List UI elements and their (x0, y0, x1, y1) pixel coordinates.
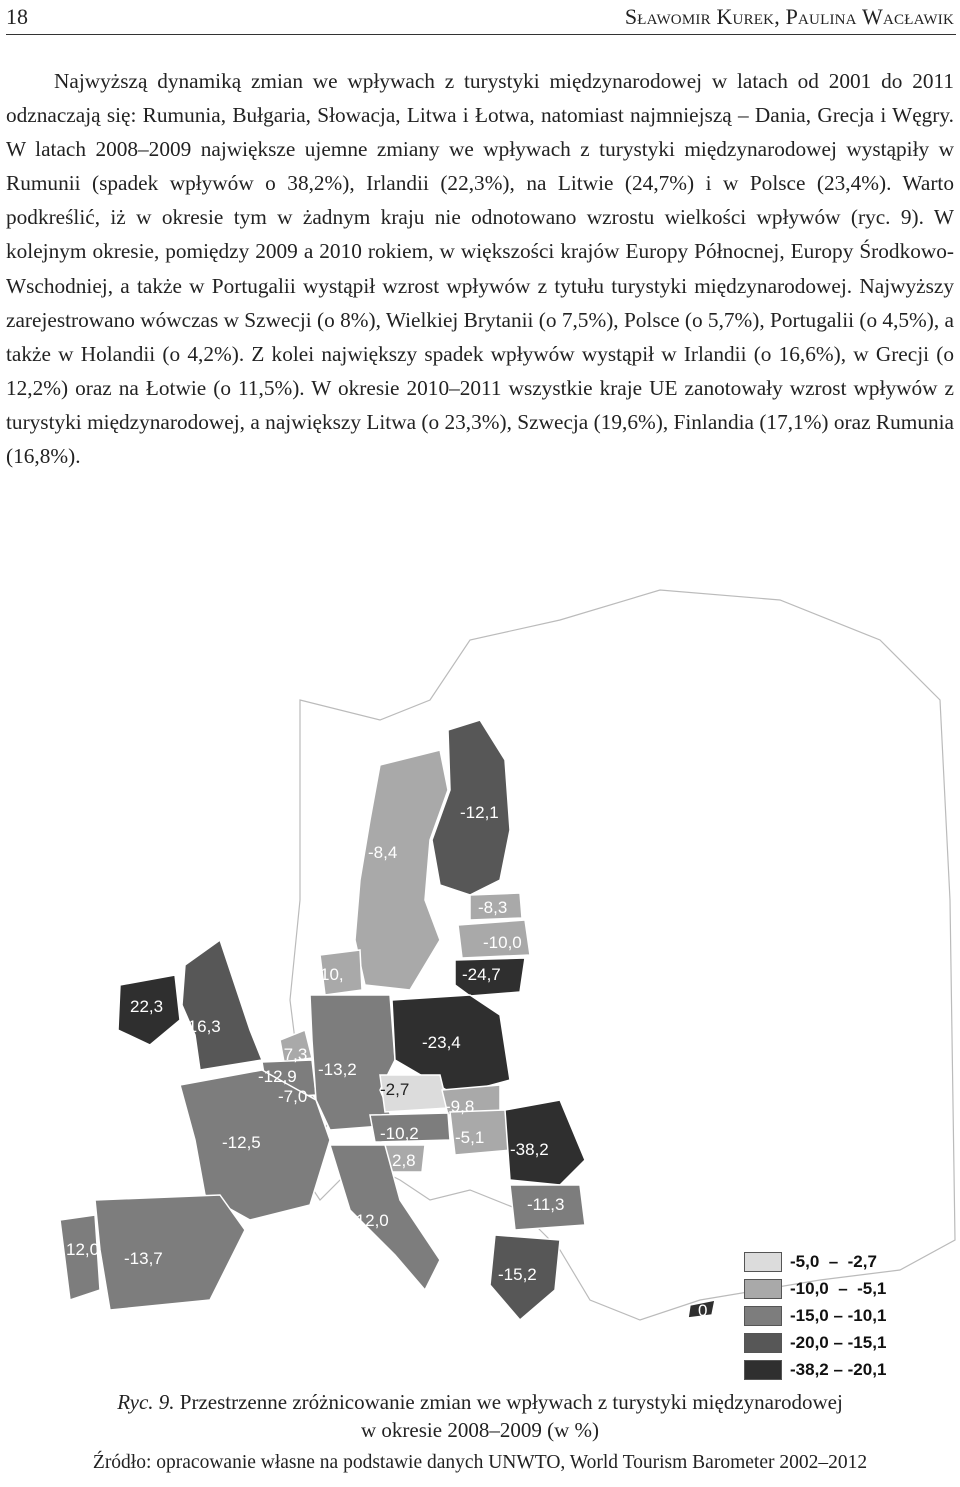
legend-label: -20,0 – -15,1 (790, 1332, 887, 1352)
caption-figure-number: Ryc. 9. (117, 1390, 175, 1414)
map-label-romania: -38,2 (510, 1140, 549, 1159)
map-label-germany: -13,2 (318, 1060, 357, 1079)
page-number: 18 (6, 4, 28, 29)
figure-caption (0, 1388, 960, 1444)
body-paragraph: Najwyższą dynamiką zmian we wpływach z turystyki międzynarodowej w latach od 2001 do 2011 odznaczają się: Rumunia, Bułgaria, Słowacja, Litwa i Łotwa, natomiast najmniejszą – Dania, Grecja i Węgry. W latach 2008–2009 największe ujemne zmiany we wpływach z turystyki międzynarodowej wystąpiły w Rumunii (spadek wpływów o 38,2%), Irlandii (22,3%), na Litwie (24,7%) i w Polsce (23,4%). Warto podkreślić, iż w okresie tym w żadnym kraju nie odnotowano wzrostu wielkości wpływów (ryc. 9). W kolejnym okresie, pomiędzy 2009 a 2010 rokiem, w większości krajów Europy Północnej, Europy Środkowo-Wschodniej, a także w Portugalii wystąpił wzrost wpływów z tytułu turystyki międzynarodowej. Najwyższy zarejestrowano wówczas w Szwecji (o 8%), Wielkiej Brytanii (o 7,5%), Polsce (o 5,7%), Portugalii (o 4,5%), a także w Holandii (o 4,2%). Z kolei największy spadek wpływów wystąpił w Irlandii (o 16,6%), w Grecji (o 12,2%) oraz na Łotwie (o 11,5%). W okresie 2010–2011 wszystkie kraje UE zanotowały wzrost wpływów z turystyki międzynarodowej, a największy Litwa (o 23,3%), Szwecja (19,6%), Finlandia (17,1%) oraz Rumunia (16,8%). (6, 69, 954, 469)
legend-swatch (744, 1360, 782, 1380)
map-label-bulgaria: -11,3 (527, 1195, 565, 1214)
legend-swatch (744, 1306, 782, 1326)
legend-item (744, 1276, 954, 1301)
map-label-sweden: -8,4 (368, 843, 398, 862)
legend-swatch (744, 1279, 782, 1299)
legend-item (744, 1357, 954, 1382)
map-label-hungary: -5,1 (455, 1128, 485, 1147)
legend-label: -5,0 – -2,7 (790, 1251, 877, 1271)
map-label-france: -12,5 (222, 1133, 261, 1152)
map-label-cyprus: 0 (698, 1301, 708, 1320)
map-label-belgium: -12,9 (258, 1067, 297, 1086)
page-header (6, 0, 956, 35)
map-label-netherlands: -7,3 (278, 1045, 308, 1064)
legend-swatch (744, 1333, 782, 1353)
map-label-czechia: -2,7 (380, 1080, 410, 1099)
legend-item (744, 1330, 954, 1355)
caption-line-1 (0, 1388, 960, 1416)
map-label-denmark: 10, (320, 965, 344, 984)
map-label-slovenia: 2,8 (392, 1151, 416, 1170)
legend-label: -38,2 – -20,1 (790, 1359, 887, 1379)
map-label-finland: -12,1 (460, 803, 499, 822)
map-label-greece: -15,2 (498, 1265, 537, 1284)
figure-source: Źródło: opracowanie własne na podstawie danych UNWTO, World Tourism Barometer 2002–2012 (92, 1452, 868, 1473)
country-spain (95, 1195, 245, 1310)
map-label-estonia: -8,3 (478, 898, 508, 917)
map-label-spain: -13,7 (124, 1249, 163, 1268)
map-label-ireland: 22,3 (130, 997, 164, 1016)
map-label-luxembourg: -7,0 (278, 1087, 308, 1106)
legend-label: -10,0 – -5,1 (790, 1278, 887, 1298)
country-uk (182, 940, 262, 1070)
map-label-italy: -12,0 (350, 1211, 389, 1230)
map-label-lithuania: -24,7 (462, 965, 501, 984)
body-text (6, 64, 954, 473)
legend-item (744, 1249, 954, 1274)
legend-item (744, 1303, 954, 1328)
map-label-uk: -16,3 (182, 1017, 221, 1036)
map-legend (744, 1249, 954, 1384)
map-label-poland: -23,4 (422, 1033, 461, 1052)
map-label-portugal: 12,0 (66, 1240, 100, 1259)
map-label-slovakia: -9,8 (445, 1097, 475, 1116)
legend-swatch (744, 1252, 782, 1272)
caption-line-2: w okresie 2008–2009 (w %) (361, 1418, 599, 1442)
map-label-latvia: -10,0 (483, 933, 522, 952)
running-head: Sławomir Kurek, Paulina Wacławik (624, 4, 954, 29)
figure-map (0, 580, 960, 1380)
legend-label: -15,0 – -10,1 (790, 1305, 887, 1325)
caption-title: Przestrzenne zróżnicowanie zmian we wpływach z turystyki międzynarodowej (179, 1390, 843, 1414)
map-label-austria: -10,2 (380, 1124, 419, 1143)
